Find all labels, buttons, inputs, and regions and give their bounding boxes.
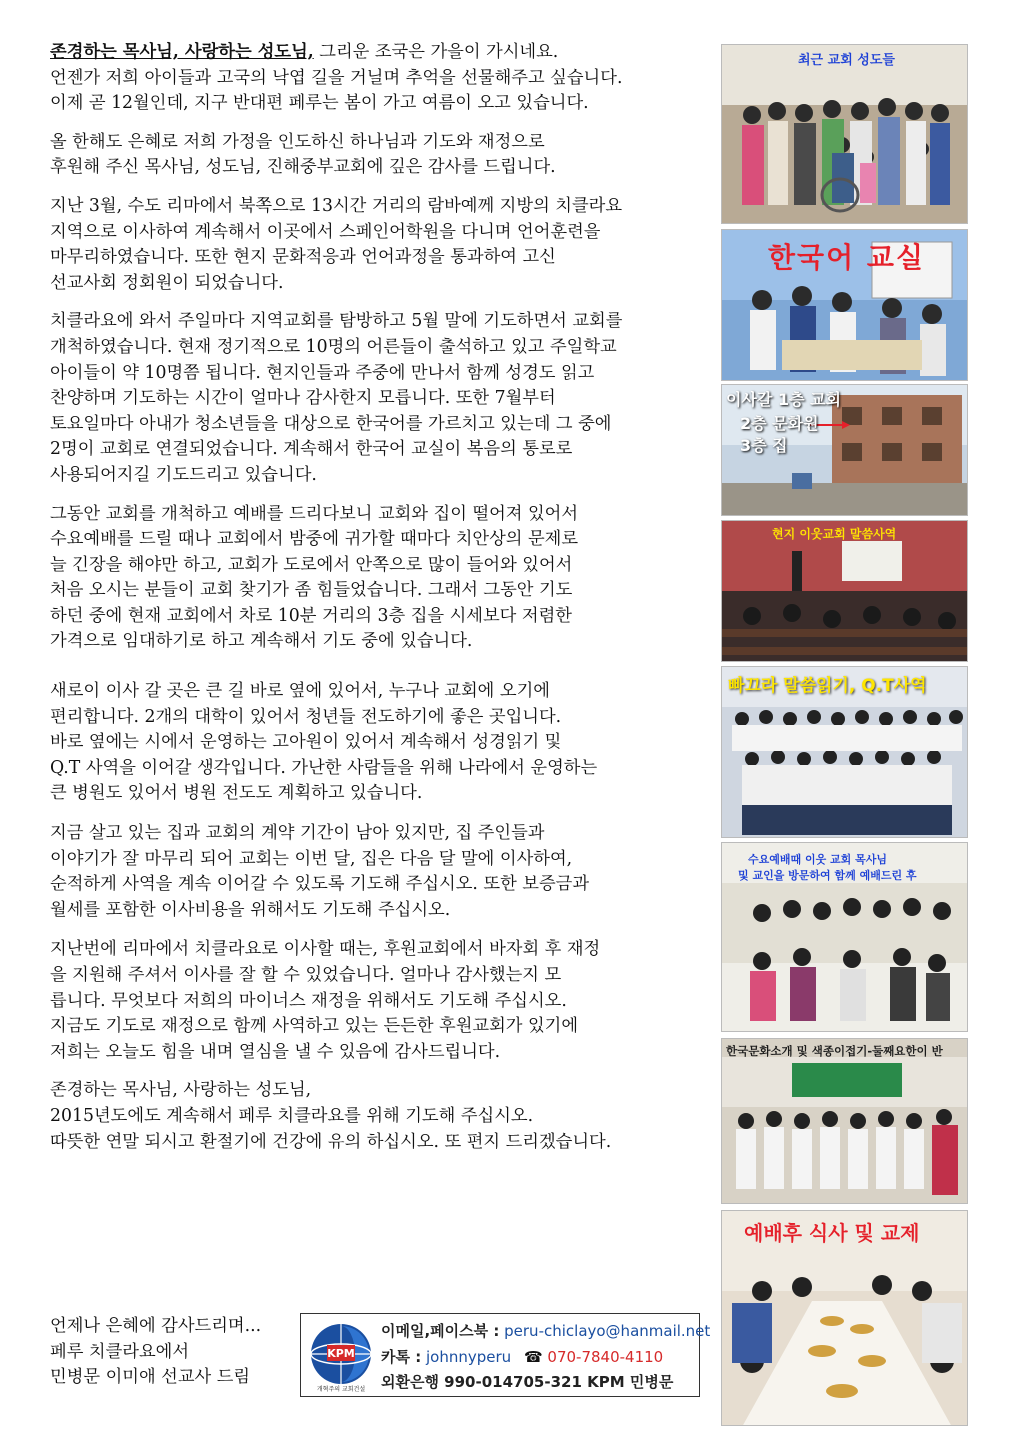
paragraph-thanks: 올 한해도 은혜로 저희 가정을 인도하신 하나님과 기도와 재정으로 후원해 주신 목사님, 성도님, 진해중부교회에 깊은 감사를 드립니다. <box>50 131 556 178</box>
paragraph-intro: 존경하는 목사님, 사랑하는 성도님, 그리운 조국은 가을이 가시네요. 언젠가 저희 아이들과 고국의 낙엽 길을 거닐며 추억을 선물해주고 싶습니다. 이제 곧 12월인데, 지구 반대편 페루는 봄이 가고 여름이 오고 있습니다. <box>50 42 623 114</box>
photo-caption: 현지 이웃교회 말씀사역 <box>772 527 897 541</box>
photo-neighbor-church <box>721 520 968 662</box>
paragraph-new-place: 새로이 이사 갈 곳은 큰 길 바로 옆에 있어서, 누구나 교회에 오기에 편리합니다. 2개의 대학이 있어서 청년들 전도하기에 좋은 곳입니다. 바로 옆에는 시에서 운영하는 고아원이 있어서 계속해서 성경읽기 및 Q.T 사역을 이어갈 생각입니다. 가난한 사람들을 위해 나라에서 운영하는 큰 병원도 있어서 병원 전도도 계획하고 있습니다. <box>50 681 598 804</box>
photo-wednesday-visit <box>721 842 968 1032</box>
photo-caption: 및 교인을 방문하여 함께 예배드린 후 <box>738 869 917 882</box>
phone-icon: ☎ <box>523 1348 543 1366</box>
photo-caption: 3층 집 <box>740 436 788 455</box>
paragraph-relocation: 그동안 교회를 개척하고 예배를 드리다보니 교회와 집이 떨어져 있어서 수요예배를 드릴 때나 교회에서 밤중에 귀가할 때마다 치안상의 문제로 늘 긴장을 해야만 하고, 교회가 도로에서 안쪽으로 많이 들어와 있어서 처음 오시는 분들이 교회 찾기가 좀 힘들었습니다. 그래서 그동안 기도 하던 중에 현재 교회에서 차로 10분 거리의 3층 집을 시세보다 저렴한 가격으로 임대하기로 하고 계속해서 기도 중에 있습니다. <box>50 503 579 652</box>
photo-caption: 한국어 교실 <box>768 241 925 274</box>
paragraph-church-planting: 치클라요에 와서 주일마다 지역교회를 탐방하고 5월 말에 기도하면서 교회를 개척하였습니다. 현재 정기적으로 10명의 어른들이 출석하고 있고 주일학교 아이들이 약 10명쯤 됩니다. 현지인들과 주중에 만나서 함께 성경도 읽고 찬양하며 기도하는 시간이 얼마나 감사한지 모릅니다. 또한 7월부터 토요일마다 아내가 청소년들을 대상으로 한국어를 가르치고 있는데 그 중에 2명이 교회로 연결되었습니다. 계속해서 한국어 교실이 복음의 통로로 사용되어지길 기도드리고 있습니다. <box>50 311 623 485</box>
email-link[interactable]: peru-chiclayo@hanmail.net <box>504 1322 711 1340</box>
paragraph-closing: 존경하는 목사님, 사랑하는 성도님, 2015년도에도 계속해서 페루 치클라요를 위해 기도해 주십시오. 따뜻한 연말 되시고 환절기에 건강에 유의 하십시오. 또 편지 드리겠습니다. <box>50 1080 612 1152</box>
photo-caption: 한국문화소개 및 색종이접기-둘째요한이 반 <box>726 1044 943 1058</box>
kpm-logo <box>305 1320 377 1392</box>
paragraph-move: 지난 3월, 수도 리마에서 북쪽으로 13시간 거리의 람바예께 지방의 치클라요 지역으로 이사하여 계속해서 이곳에서 스페인어학원을 다니며 언어훈련을 마무리하였습니다. 또한 현지 문화적응과 언어과정을 통과하여 고신 선교사회 정회원이 되었습니다. <box>50 195 623 293</box>
letter-body <box>50 40 712 1155</box>
photo-new-building <box>721 384 968 516</box>
photo-congregation <box>721 44 968 224</box>
photo-meal-fellowship <box>721 1210 968 1426</box>
logo-motto: 개혁주의 교회건설 <box>316 1386 366 1392</box>
photo-qt-ministry <box>721 666 968 838</box>
bank-row: 외환은행 990-014705-321 KPM 민병문 <box>381 1373 674 1391</box>
contact-box <box>300 1313 711 1397</box>
photo-caption: 예배후 식사 및 교제 <box>744 1221 920 1245</box>
photo-caption: 최근 교회 성도들 <box>798 53 895 68</box>
paragraph-finance: 지난번에 리마에서 치클라요로 이사할 때는, 후원교회에서 바자회 후 재정 을 지원해 주셔서 이사를 잘 할 수 있었습니다. 얼마나 감사했는지 모 릅니다. 무엇보다 저희의 마이너스 재정을 위해서도 기도해 주십시오. 지금도 기도로 재정으로 함께 사역하고 있는 든든한 후원교회가 있기에 저희는 오늘도 힘을 내며 열심을 낼 수 있음에 감사드립니다. <box>50 939 601 1062</box>
paragraph-prayer-move: 지금 살고 있는 집과 교회의 계약 기간이 남아 있지만, 집 주인들과 이야기가 잘 마무리 되어 교회는 이번 달, 집은 다음 달 말에 이사하여, 순적하게 사역을 계속 이어갈 수 있도록 기도해 주십시오. 또한 보증금과 월세를 포함한 이사비용을 위해서도 기도해 주십시오. <box>50 823 590 920</box>
photo-caption: 2층 문화원 <box>740 414 819 433</box>
phone-number: 070-7840-4110 <box>547 1348 664 1366</box>
signature: 언제나 은혜에 감사드리며... 페루 치클라요에서 민병문 이미애 선교사 드림 <box>50 1316 262 1388</box>
kakao-row: 카톡 : johnnyperu ☎ 070-7840-4110 <box>381 1348 664 1366</box>
photo-korean-culture <box>721 1038 968 1204</box>
logo-text: KPM <box>327 1347 355 1360</box>
greeting: 존경하는 목사님, 사랑하는 성도님, <box>50 42 314 62</box>
photo-caption: 빠끄라 말씀읽기, Q.T사역 <box>728 676 927 696</box>
photo-korean-class <box>721 229 968 381</box>
photo-caption: 수요예배때 이웃 교회 목사님 <box>748 853 887 866</box>
email-row: 이메일,페이스북 : peru-chiclayo@hanmail.net <box>381 1322 711 1340</box>
photo-caption: 이사갈 1층 교회 <box>726 390 842 409</box>
